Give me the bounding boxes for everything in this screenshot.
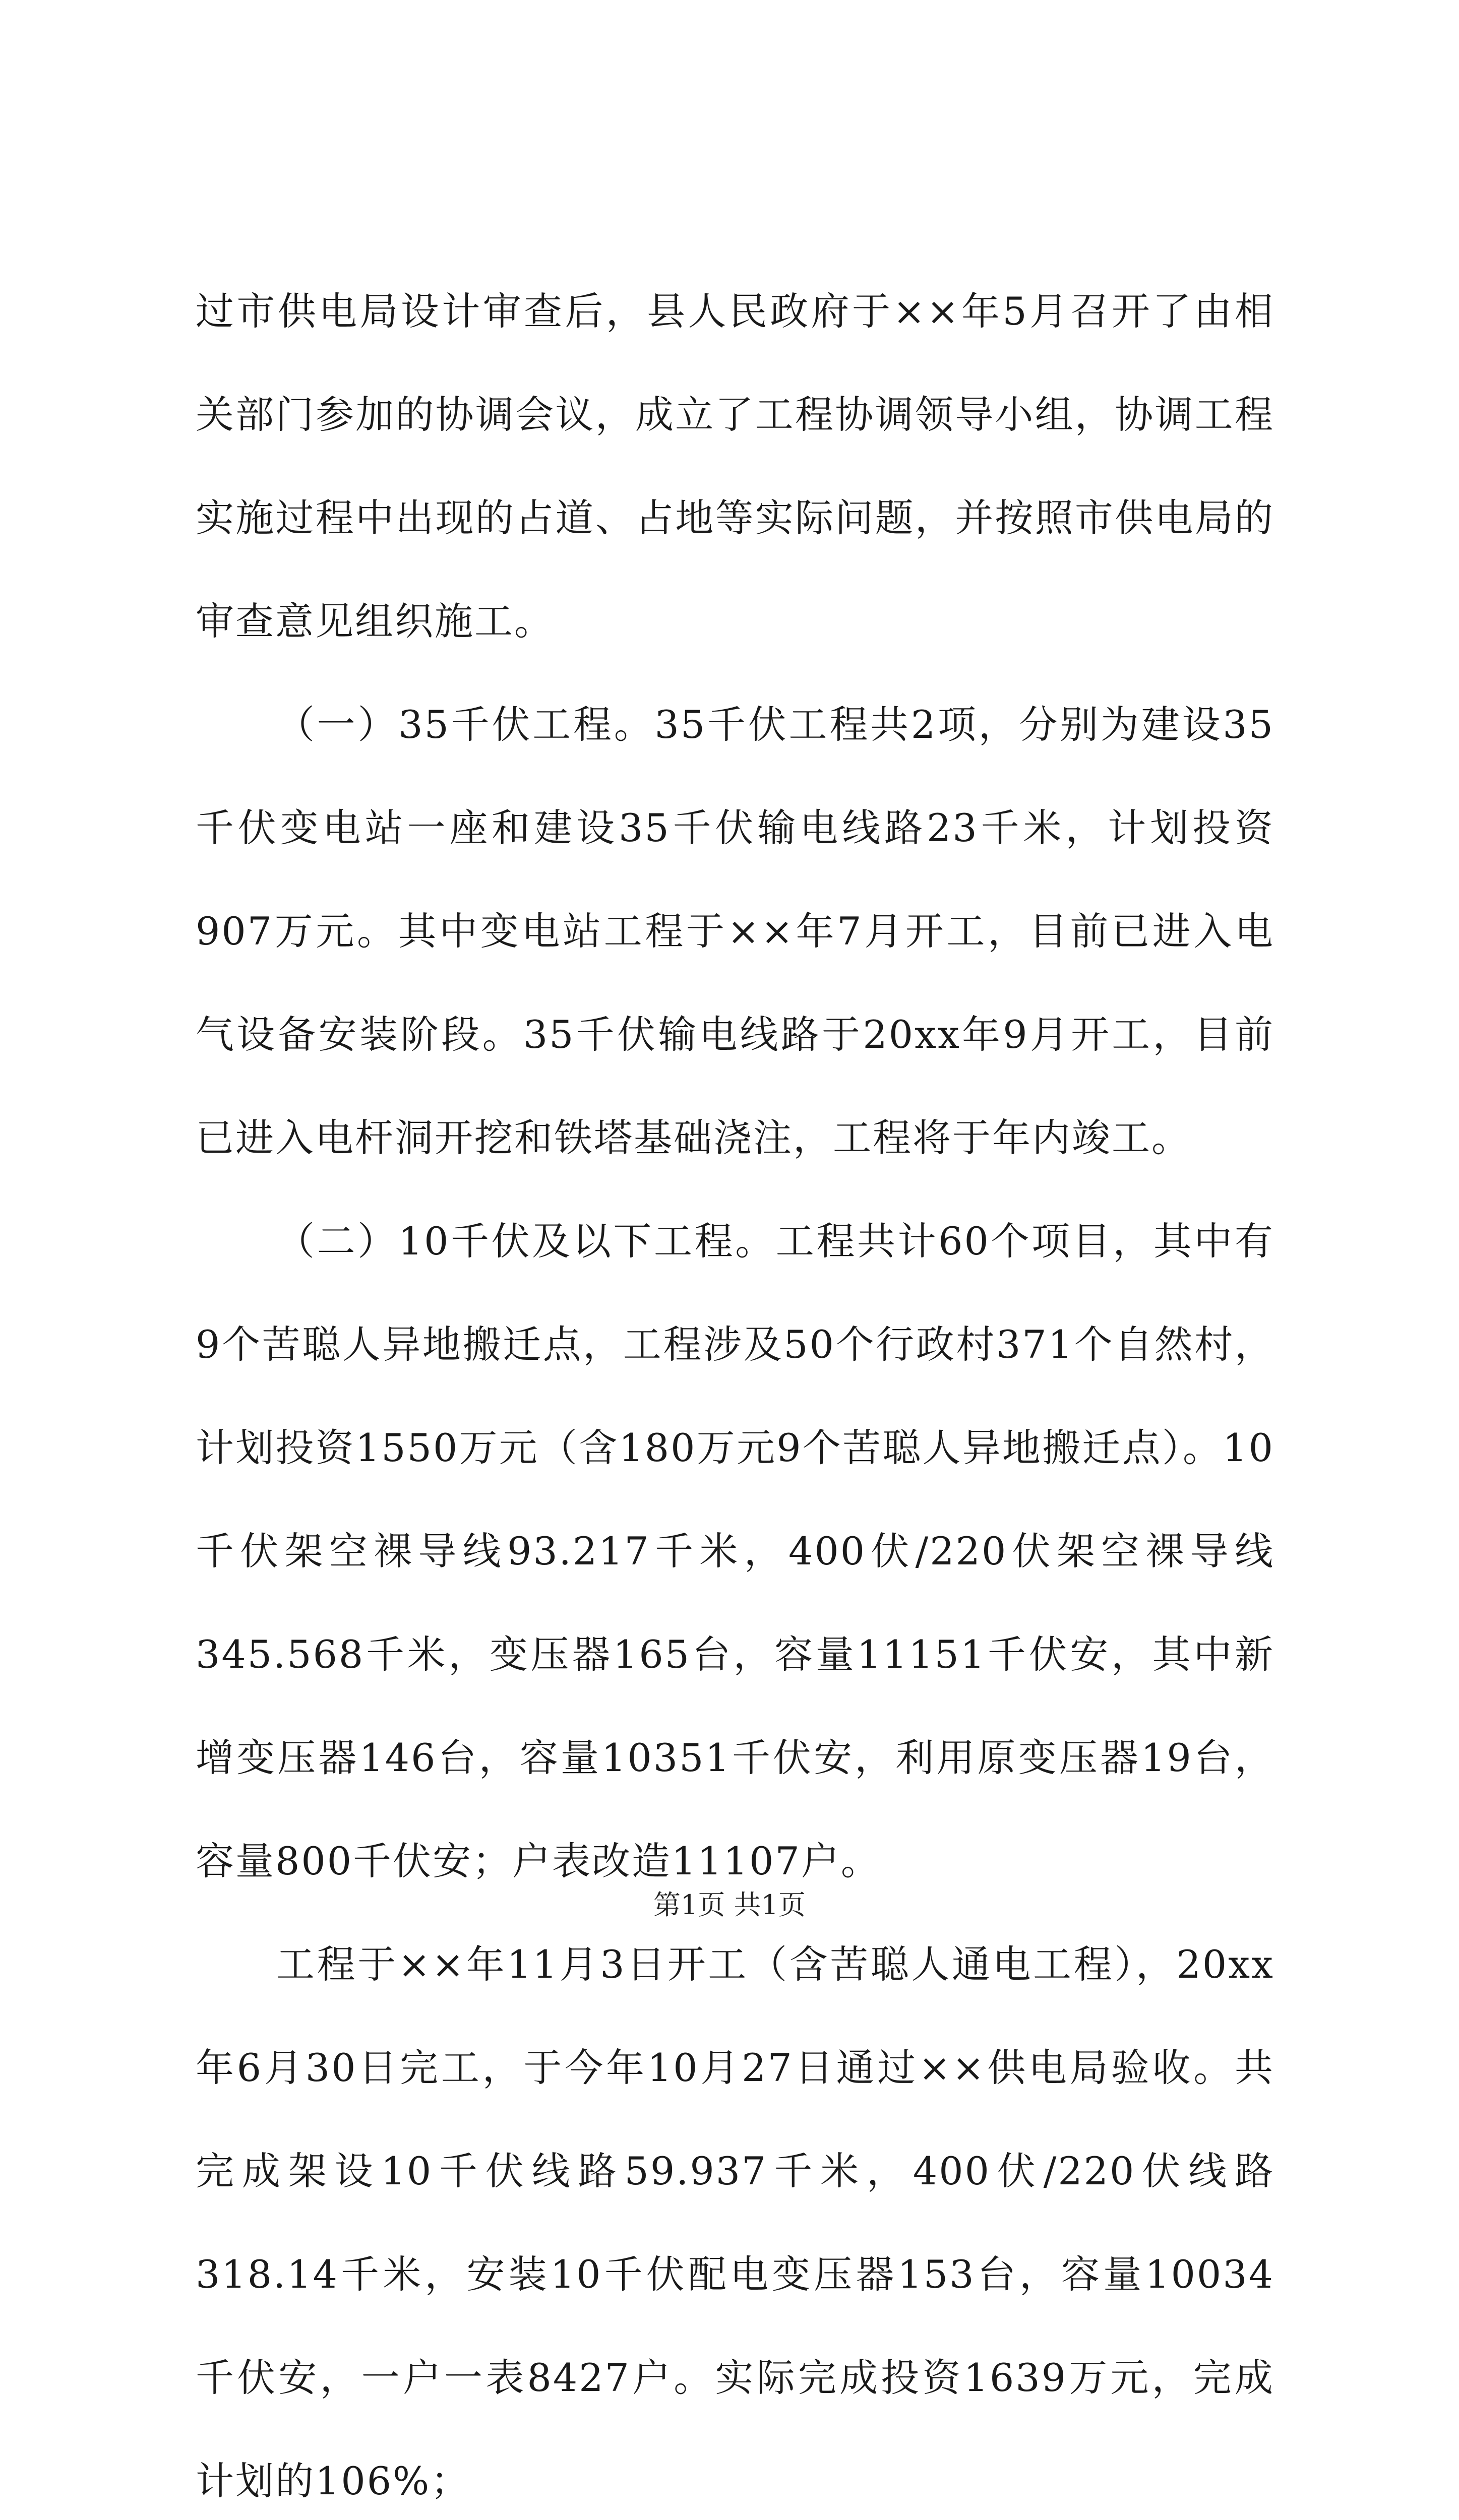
- paragraph-3: （二）10千伏及以下工程。工程共计60个项目，其中有9个苦聪人异地搬迁点，工程涉及50个行政村371个自然村，计划投资1550万元（含180万元9个苦聪人异地搬迁点）。10千伏架空裸导线93.217千米，400伏/220伏架空裸导线345.568千米，变压器165台，容量11151千伏安，其中新增变压器146台，容量10351千伏安，利用原变压器19台，容量800千伏安；户表改造11107户。: [196, 1219, 1274, 1883]
- paragraph-4: 工程于××年11月3日开工（含苦聪人通电工程），20xx年6月30日完工，于今年10月27日通过××供电局验收。共完成架设10千伏线路59.937千米，400伏/220伏线路318.14千米，安装10千伏配电变压器153台，容量10034千伏安，一户一表8427户。实际完成投资1639万元，完成计划的106%；: [196, 1942, 1274, 2503]
- paragraph-2: （一）35千伏工程。35千伏工程共2项，分别为建设35千伏变电站一座和建设35千伏输电线路23千米，计划投资907万元。其中变电站工程于××年7月开工，目前已进入电气设备安装阶段。35千伏输电线路于20xx年9月开工，目前已进入电杆洞开挖和铁塔基础浇注，工程将于年内竣工。: [196, 702, 1274, 1160]
- page-number-footer: 第1页 共1页: [653, 1889, 806, 1921]
- document-body: [196, 260, 1274, 2520]
- paragraph-1: 过市供电局设计审查后，县人民政府于××年5月召开了由相关部门参加的协调会议，成立了工程协调领导小组，协调工程实施过程中出现的占道、占地等实际问题，并按照市供电局的审查意见组织施工。: [196, 289, 1274, 644]
